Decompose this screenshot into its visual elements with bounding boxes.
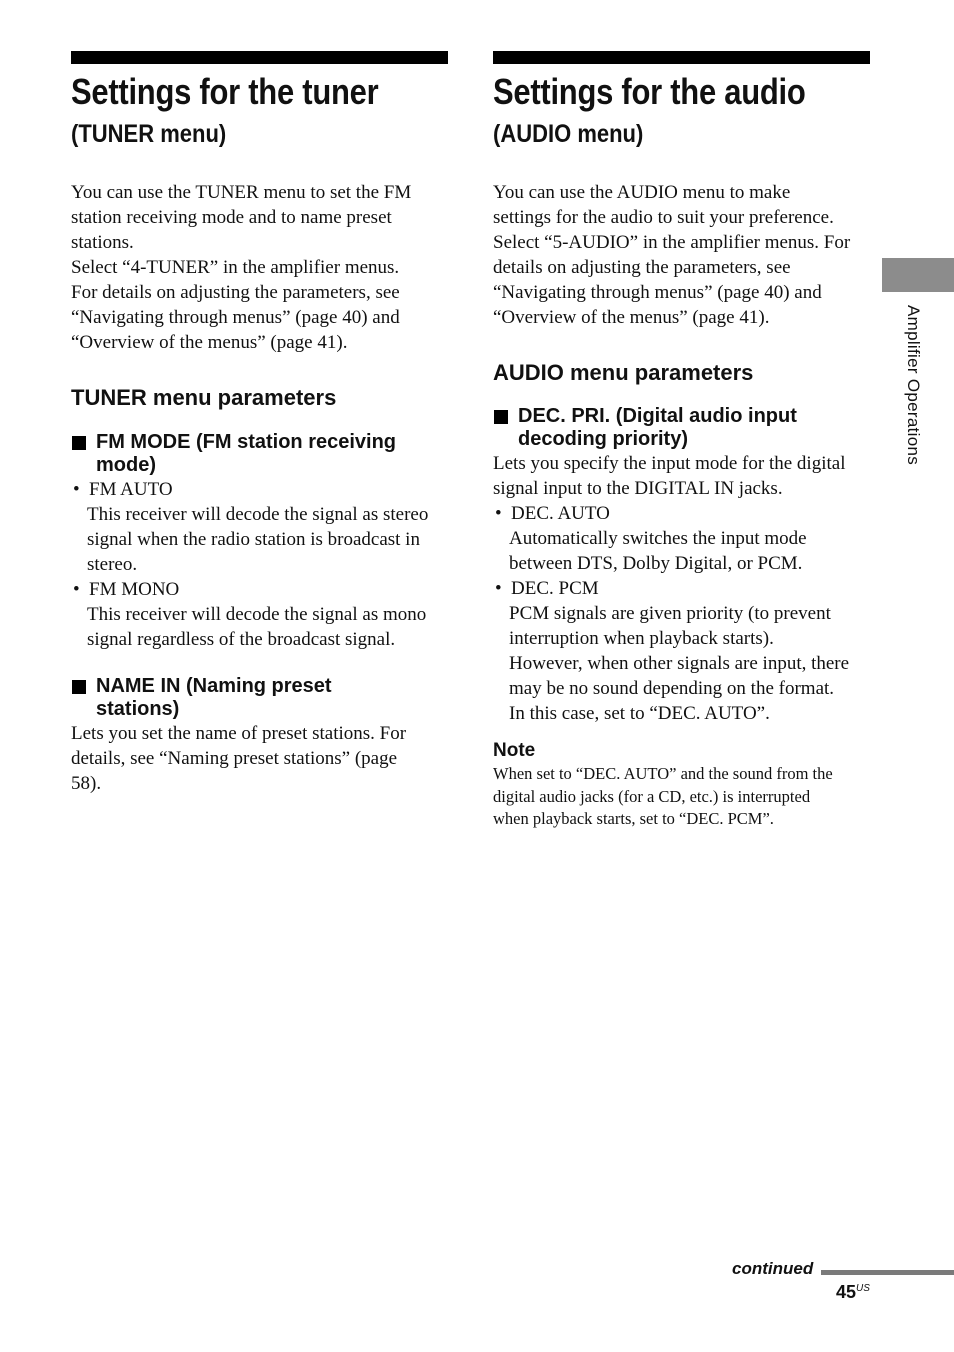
section-tab-marker	[882, 258, 954, 292]
item-description	[71, 602, 448, 652]
list-item	[71, 577, 448, 602]
text-line: details on adjusting the parameters, see	[493, 257, 791, 278]
text-line: Select “4-TUNER” in the amplifier menus.	[71, 257, 400, 278]
page-number	[836, 1282, 870, 1303]
name-in-text	[71, 721, 448, 796]
heading-line: FM MODE (FM station receiving	[96, 431, 397, 453]
heading-line: NAME IN (Naming preset	[96, 675, 332, 697]
list-item	[493, 576, 870, 601]
text-line: between DTS, Dolby Digital, or PCM.	[509, 553, 803, 574]
item-label: DEC. AUTO	[511, 503, 610, 524]
text-line: PCM signals are given priority (to prevent	[509, 603, 831, 624]
note-text	[493, 763, 870, 831]
text-line: digital audio jacks (for a CD, etc.) is interrupted	[493, 786, 811, 806]
text-line: When set to “DEC. AUTO” and the sound from the	[493, 764, 833, 783]
text-line: Automatically switches the input mode	[509, 528, 807, 549]
text-line: settings for the audio to suit your preference.	[493, 207, 834, 228]
text-line: stations.	[71, 232, 134, 253]
text-line: However, when other signals are input, there	[509, 653, 850, 674]
text-line: when playback starts, set to “DEC. PCM”.	[493, 809, 774, 828]
section-heading-tuner-params: TUNER menu parameters	[71, 385, 337, 410]
dec-pri-text	[493, 451, 870, 501]
text-line: Select “5-AUDIO” in the amplifier menus. For	[493, 232, 851, 253]
text-line: This receiver will decode the signal as mono	[87, 604, 427, 625]
page-title-audio: Settings for the audio	[493, 71, 806, 112]
page-number-value: 45	[836, 1282, 857, 1302]
section-heading-audio-params: AUDIO menu parameters	[493, 360, 754, 385]
square-bullet-icon	[494, 410, 508, 424]
heading-line: stations)	[96, 698, 180, 720]
audio-column	[493, 51, 870, 831]
tuner-column	[71, 51, 448, 796]
text-line: details, see “Naming preset stations” (page	[71, 748, 398, 769]
fm-mode-heading	[71, 431, 448, 477]
bullet-icon: •	[495, 503, 502, 524]
list-item	[71, 477, 448, 502]
text-line: “Overview of the menus” (page 41).	[493, 307, 770, 328]
item-description	[493, 601, 870, 726]
continued-bar	[821, 1270, 954, 1275]
text-line: Lets you specify the input mode for the digital	[493, 453, 846, 474]
text-line: signal input to the DIGITAL IN jacks.	[493, 478, 783, 499]
text-line: You can use the TUNER menu to set the FM	[71, 182, 412, 203]
square-bullet-icon	[72, 680, 86, 694]
bullet-icon: •	[73, 479, 80, 500]
text-line: 58).	[71, 773, 102, 794]
text-line: signal regardless of the broadcast signal.	[87, 629, 396, 650]
text-line: “Overview of the menus” (page 41).	[71, 332, 348, 353]
text-line: This receiver will decode the signal as stereo	[87, 504, 429, 525]
item-label: FM AUTO	[89, 479, 173, 500]
square-bullet-icon	[72, 436, 86, 450]
list-item	[493, 501, 870, 526]
heading-rule	[71, 51, 448, 64]
subtitle-tuner-menu: (TUNER menu)	[71, 120, 227, 148]
heading-rule	[493, 51, 870, 64]
subtitle-audio-menu: (AUDIO menu)	[493, 120, 644, 148]
text-line: station receiving mode and to name preset	[71, 207, 392, 228]
bullet-icon: •	[73, 579, 80, 600]
note-heading: Note	[493, 740, 536, 761]
heading-line: decoding priority)	[518, 428, 688, 450]
text-line: “Navigating through menus” (page 40) and	[493, 282, 822, 303]
text-line: “Navigating through menus” (page 40) and	[71, 307, 400, 328]
heading-line: mode)	[96, 454, 156, 476]
dec-pri-heading	[493, 405, 870, 451]
text-line: stereo.	[87, 554, 138, 575]
text-line: For details on adjusting the parameters, see	[71, 282, 400, 303]
name-in-heading	[71, 675, 448, 721]
text-line: Lets you set the name of preset stations. For	[71, 723, 407, 744]
item-description	[71, 502, 448, 577]
page-title-tuner: Settings for the tuner	[71, 71, 379, 112]
text-line: You can use the AUDIO menu to make	[493, 182, 791, 203]
item-description	[493, 526, 870, 576]
heading-line: DEC. PRI. (Digital audio input	[518, 405, 797, 427]
bullet-icon: •	[495, 578, 502, 599]
item-label: DEC. PCM	[511, 578, 599, 599]
audio-intro	[493, 180, 870, 330]
tuner-intro	[71, 180, 448, 355]
section-tab-label: Amplifier Operations	[904, 305, 923, 466]
item-label: FM MONO	[89, 579, 180, 600]
text-line: In this case, set to “DEC. AUTO”.	[509, 703, 770, 724]
continued-label: continued	[732, 1259, 814, 1278]
text-line: interruption when playback starts).	[509, 628, 774, 649]
text-line: may be no sound depending on the format.	[509, 678, 835, 699]
text-line: signal when the radio station is broadcast in	[87, 529, 420, 550]
page-region-suffix: US	[856, 1283, 870, 1294]
